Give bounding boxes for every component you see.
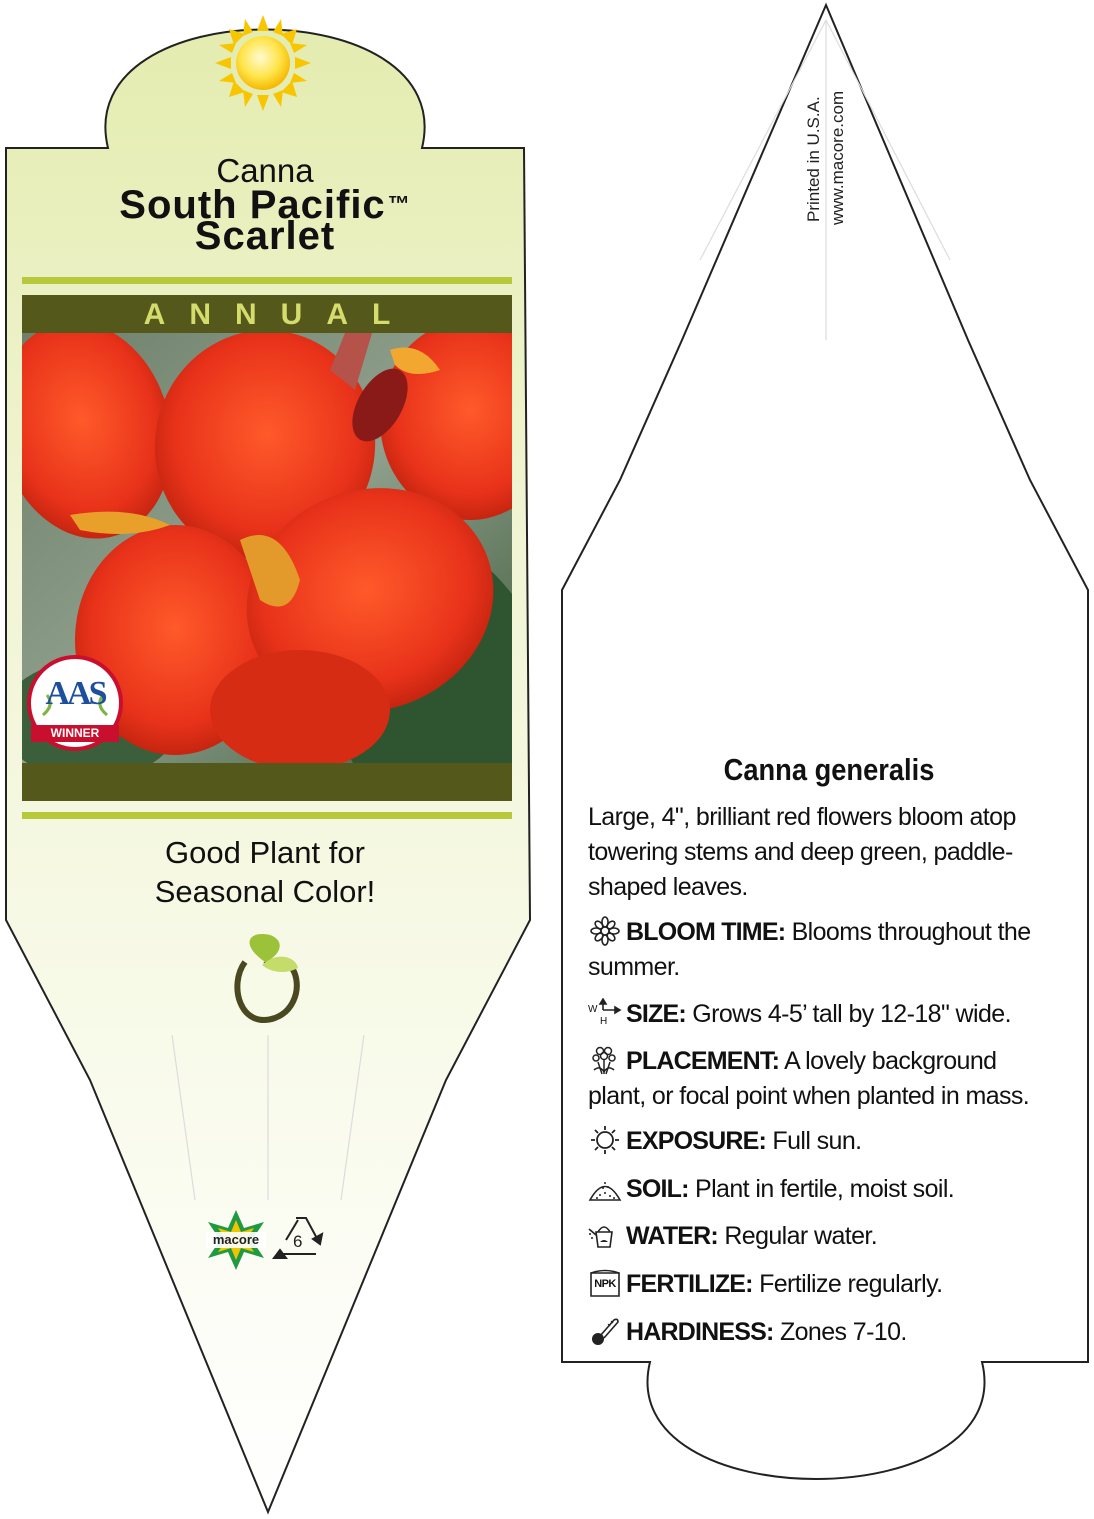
soil-icon [588,1173,622,1203]
tagline-line-1: Good Plant for [165,835,365,870]
attribute-bloom-time [588,915,1058,985]
back-tag-outline [562,5,1088,1479]
hardiness-label: HARDINESS: [626,1318,774,1346]
title-line-2: Scarlet [194,214,336,258]
common-name: Canna [216,152,314,189]
attribute-placement [588,1044,1058,1114]
printed-in-usa: Printed in U.S.A. [804,96,823,222]
size-icon [588,998,622,1028]
title-line-1: South Pacific [119,183,386,227]
macore-brand-text: macore [212,1232,260,1247]
trademark-symbol: ™ [387,191,411,216]
size-icon-w: W [588,1004,597,1015]
fertilize-label: FERTILIZE: [626,1270,753,1298]
botanical-name: Canna generalis [723,752,935,787]
size-label: SIZE: [626,1000,686,1028]
aas-badge-label: WINNER [50,726,100,740]
variety-title [0,183,530,258]
placement-value: A lovely background plant, or focal point when planted in mass. [588,1047,1030,1110]
flower-icon [588,916,622,946]
attribute-soil [588,1172,1058,1207]
watering-can-icon [588,1220,622,1250]
attribute-exposure [588,1124,1058,1159]
size-icon-h: H [600,1016,607,1027]
npk-icon-label: NPK [594,1278,616,1290]
water-label: WATER: [626,1222,718,1250]
sun-icon [588,1125,622,1155]
soil-value: Plant in fertile, moist soil. [695,1175,955,1203]
bloom-time-label: BLOOM TIME: [626,918,786,946]
category-label: ANNUAL [143,298,415,331]
tagline-line-2: Seasonal Color! [154,874,376,909]
full-sun-icon [215,15,311,111]
tagline [0,833,530,911]
water-value: Regular water. [724,1222,878,1250]
fertilize-value: Fertilize regularly. [759,1270,943,1298]
website-url: www.macore.com [828,90,847,225]
plant-description: Large, 4", brilliant red flowers bloom atop towering stems and deep green, paddle-shaped leaves. [588,803,1016,901]
size-value: Grows 4-5’ tall by 12-18" wide. [692,1000,1011,1028]
bloom-time-value: Blooms throughout the summer. [588,918,1031,981]
attribute-size [588,997,1058,1032]
soil-label: SOIL: [626,1175,689,1203]
exposure-label: EXPOSURE: [626,1127,767,1155]
hardiness-value: Zones 7-10. [779,1318,907,1346]
aas-badge-title: AAS [45,675,105,712]
attribute-hardiness [588,1315,1058,1350]
placement-label: PLACEMENT: [626,1047,780,1075]
recycle-code: 6 [293,1232,303,1251]
exposure-value: Full sun. [772,1127,862,1155]
attribute-fertilize [588,1267,1058,1302]
aas-winner-badge [25,655,125,755]
thermometer-icon [588,1316,622,1346]
photo-bottom-band [22,763,512,801]
placement-icon [588,1045,622,1075]
attribute-water [588,1219,1058,1254]
npk-icon [588,1268,622,1298]
